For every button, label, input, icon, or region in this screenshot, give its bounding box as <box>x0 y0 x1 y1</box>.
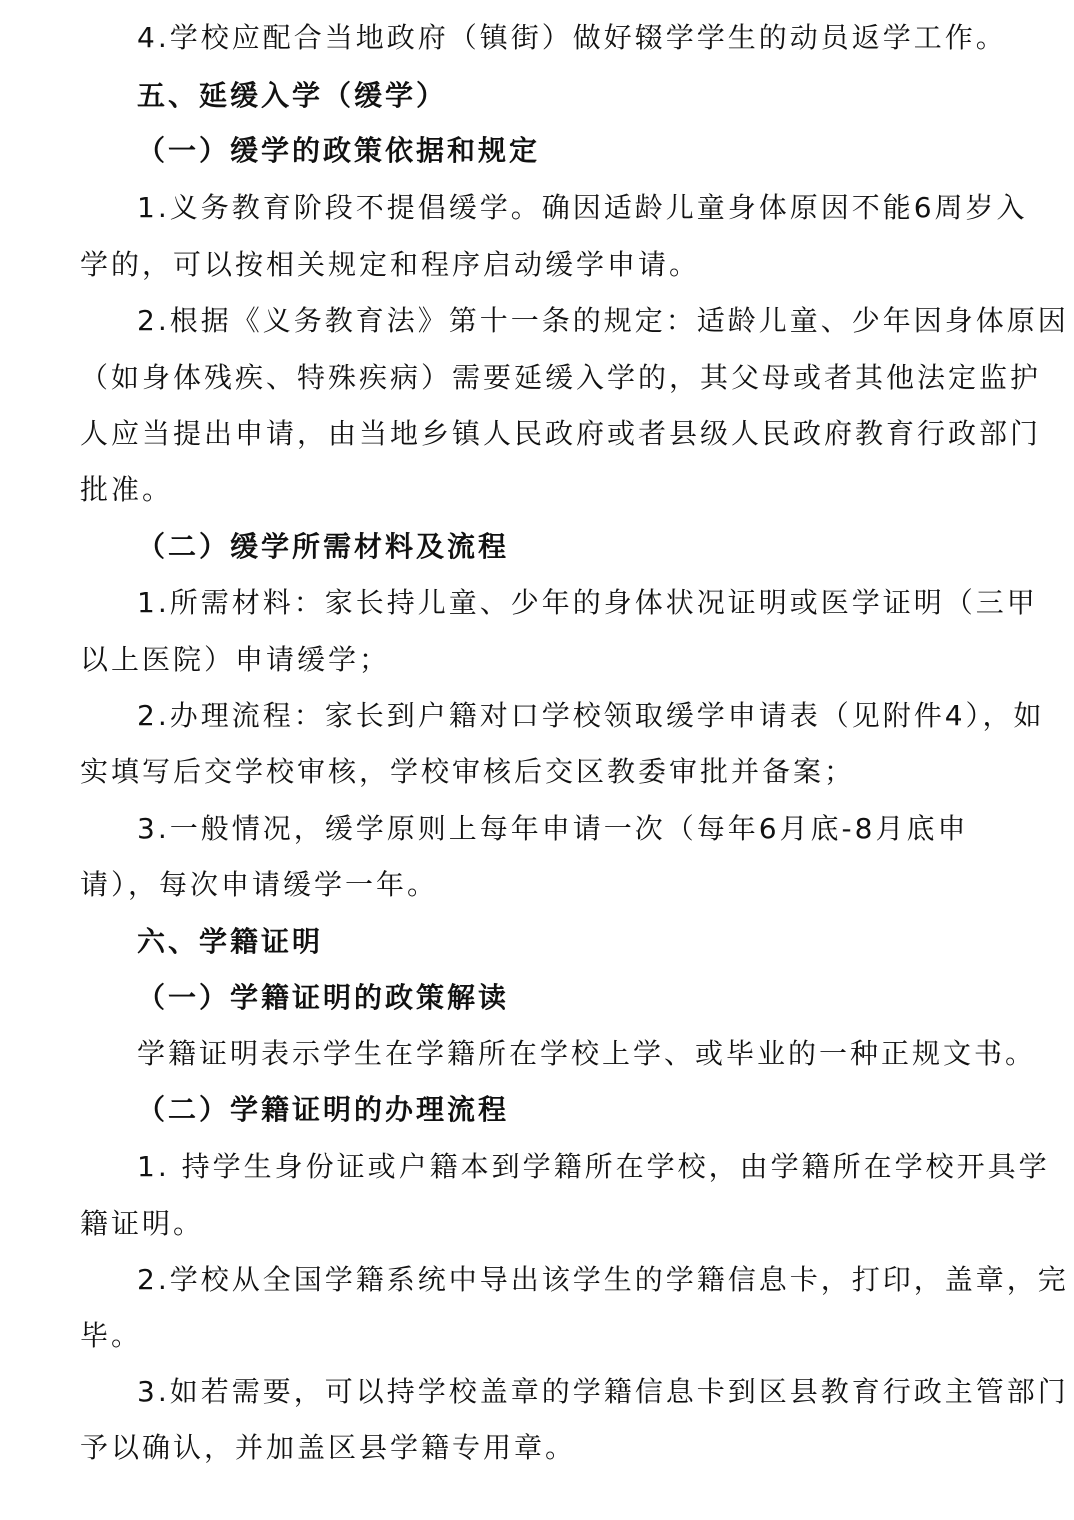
paragraph-line: 2.学校从全国学籍系统中导出该学生的学籍信息卡，打印，盖章，完 <box>137 1263 1069 1296</box>
paragraph-line: 以上医院）申请缓学； <box>80 643 391 676</box>
subsection-heading: （二）缓学所需材料及流程 <box>137 530 510 563</box>
paragraph-line: 批准。 <box>80 473 174 506</box>
subsection-heading: （二）学籍证明的办理流程 <box>137 1093 510 1126</box>
subsection-heading: （一）缓学的政策依据和规定 <box>137 134 541 167</box>
paragraph-line: 2.根据《义务教育法》第十一条的规定：适龄儿童、少年因身体原因 <box>137 304 1069 337</box>
paragraph-line: 请），每次申请缓学一年。 <box>80 868 439 901</box>
paragraph-line: 学的，可以按相关规定和程序启动缓学申请。 <box>80 248 701 281</box>
paragraph-line: 实填写后交学校审核，学校审核后交区教委审批并备案； <box>80 755 856 788</box>
subsection-heading: （一）学籍证明的政策解读 <box>137 981 510 1014</box>
paragraph-line: 1. 持学生身份证或户籍本到学籍所在学校，由学籍所在学校开具学 <box>137 1150 1050 1183</box>
paragraph-line: 3.如若需要，可以持学校盖章的学籍信息卡到区县教育行政主管部门 <box>137 1375 1069 1408</box>
paragraph-line: 3.一般情况，缓学原则上每年申请一次（每年6月底-8月底申 <box>137 812 969 845</box>
paragraph-line: 人应当提出申请，由当地乡镇人民政府或者县级人民政府教育行政部门 <box>80 417 1042 450</box>
paragraph-line: 2.办理流程：家长到户籍对口学校领取缓学申请表（见附件4），如 <box>137 699 1045 732</box>
paragraph-line: 4.学校应配合当地政府（镇街）做好辍学学生的动员返学工作。 <box>137 21 1007 54</box>
paragraph-line: 予以确认，并加盖区县学籍专用章。 <box>80 1431 577 1464</box>
paragraph-line: 籍证明。 <box>80 1207 205 1240</box>
section-heading: 五、延缓入学（缓学） <box>137 79 448 112</box>
paragraph-line: 1.所需材料：家长持儿童、少年的身体状况证明或医学证明（三甲 <box>137 586 1038 619</box>
paragraph-line: （如身体残疾、特殊疾病）需要延缓入学的，其父母或者其他法定监护 <box>80 361 1042 394</box>
section-heading: 六、学籍证明 <box>137 925 324 958</box>
paragraph-line: 毕。 <box>80 1319 143 1352</box>
paragraph-line: 1.义务教育阶段不提倡缓学。确因适龄儿童身体原因不能6周岁入 <box>137 191 1028 224</box>
paragraph-line: 学籍证明表示学生在学籍所在学校上学、或毕业的一种正规文书。 <box>137 1037 1037 1070</box>
